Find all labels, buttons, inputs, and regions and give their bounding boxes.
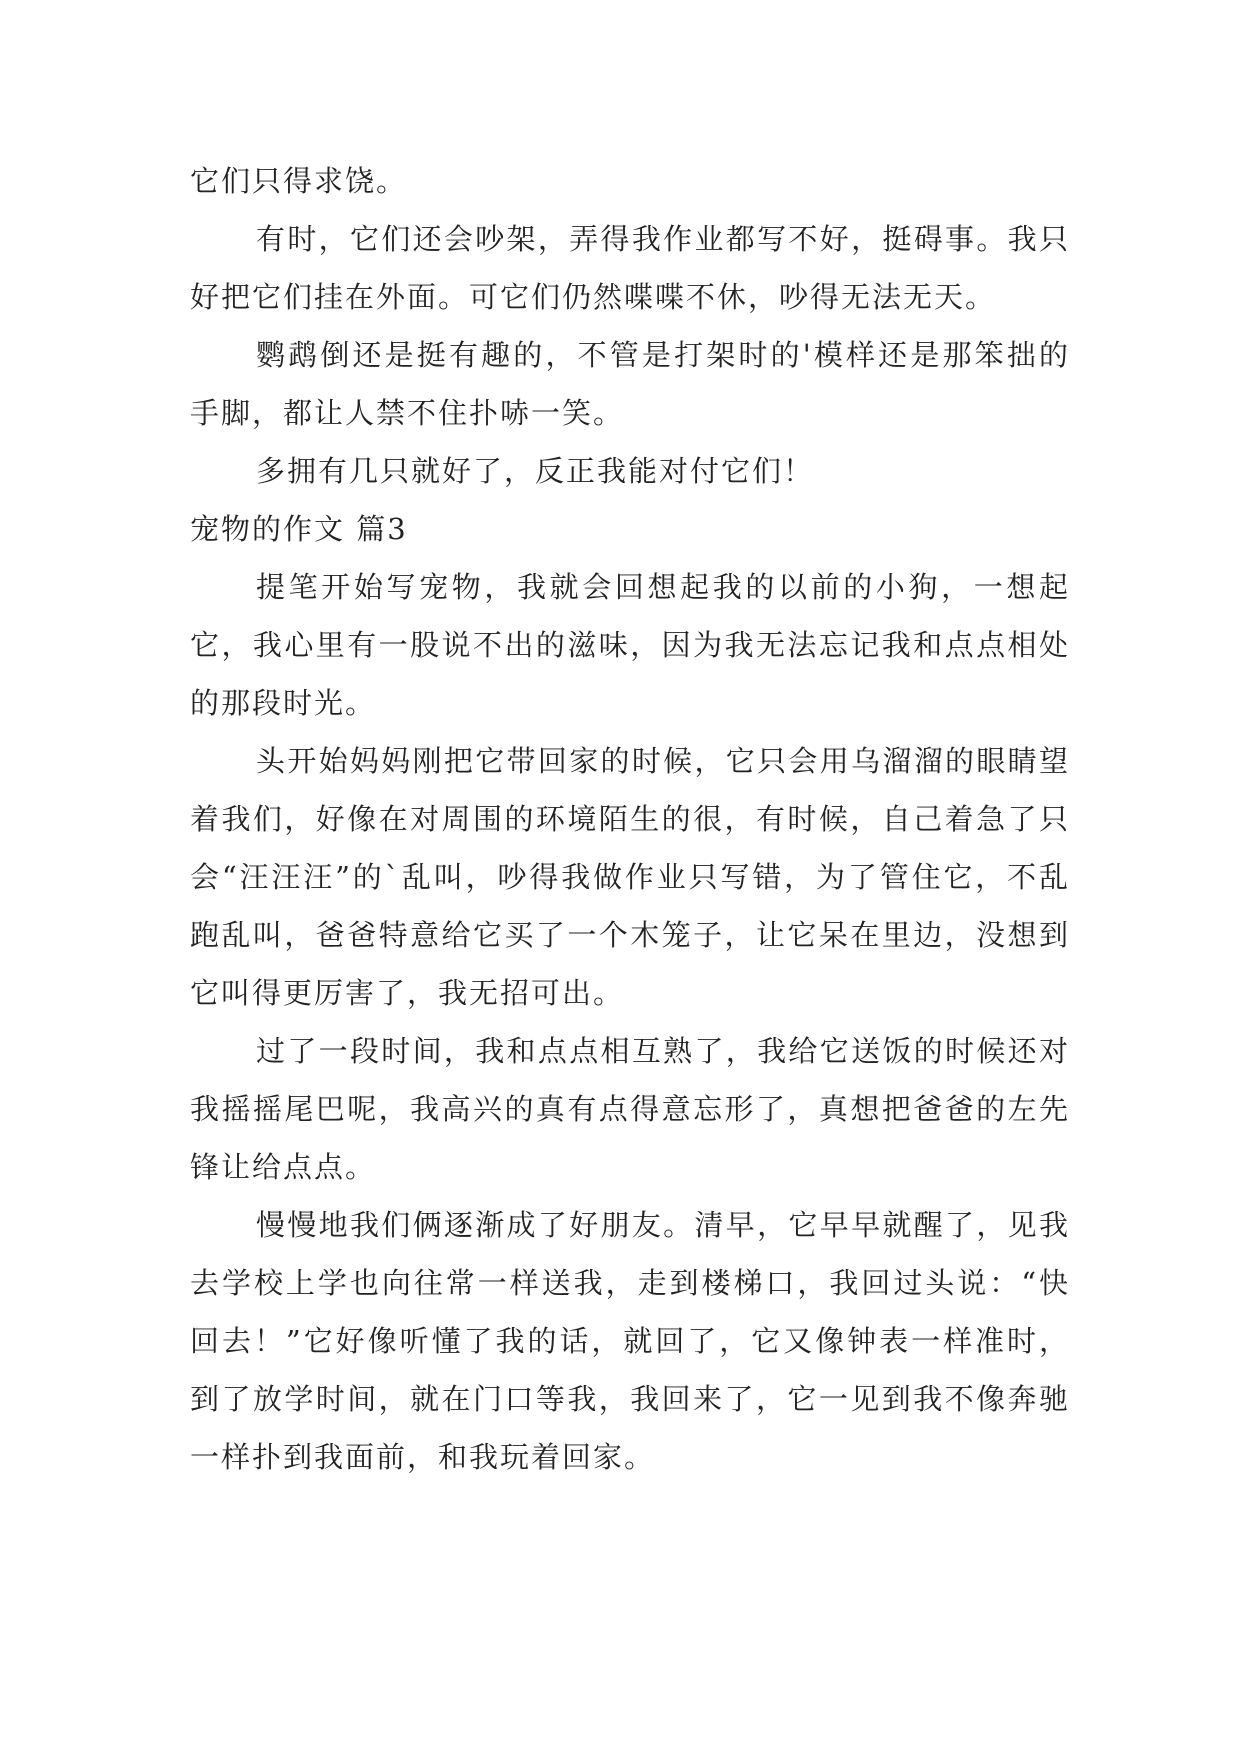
document-body xyxy=(190,152,1070,1486)
paragraph: 慢慢地我们俩逐渐成了好朋友。清早，它早早就醒了，见我去学校上学也向往常一样送我，走到楼梯口，我回过头说：“快回去！”它好像听懂了我的话，就回了，它又像钟表一样准时，到了放学时间，就在门口等我，我回来了，它一见到我不像奔驰一样扑到我面前，和我玩着回家。 xyxy=(190,1208,1070,1474)
paragraph: 鹦鹉倒还是挺有趣的，不管是打架时的'模样还是那笨拙的手脚，都让人禁不住扑哧一笑。 xyxy=(190,338,1070,430)
section-heading: 宠物的作文 篇3 xyxy=(190,512,408,546)
paragraph: 过了一段时间，我和点点相互熟了，我给它送饭的时候还对我摇摇尾巴呢，我高兴的真有点得意忘形了，真想把爸爸的左先锋让给点点。 xyxy=(190,1034,1070,1184)
paragraph: 有时，它们还会吵架，弄得我作业都写不好，挺碍事。我只好把它们挂在外面。可它们仍然喋喋不休，吵得无法无天。 xyxy=(190,222,1070,314)
paragraph: 头开始妈妈刚把它带回家的时候，它只会用乌溜溜的眼睛望着我们，好像在对周围的环境陌生的很，有时候，自己着急了只会“汪汪汪”的`乱叫，吵得我做作业只写错，为了管住它，不乱跑乱叫，爸爸特意给它买了一个木笼子，让它呆在里边，没想到它叫得更厉害了，我无招可出。 xyxy=(190,744,1070,1010)
paragraph: 提笔开始写宠物，我就会回想起我的以前的小狗，一想起它，我心里有一股说不出的滋味，因为我无法忘记我和点点相处的那段时光。 xyxy=(190,570,1070,720)
paragraph: 多拥有几只就好了，反正我能对付它们！ xyxy=(256,454,815,488)
paragraph: 它们只得求饶。 xyxy=(190,164,408,198)
